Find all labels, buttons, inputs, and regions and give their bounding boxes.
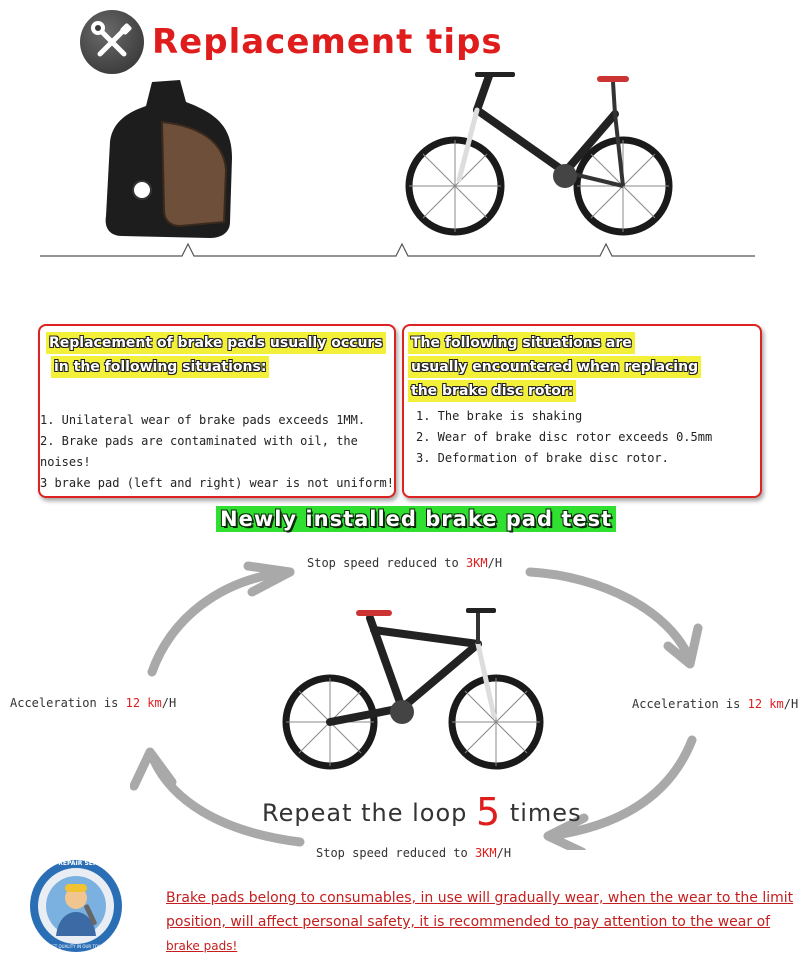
consumables-note: Brake pads belong to consumables, in use will gradually wear, when the wear to the limit position, will affect personal safety, it is recommended to pay attention to the wear of brake pads! [166, 890, 794, 953]
brake-pad-image [100, 72, 240, 242]
brake-pad-replacement-box [38, 324, 396, 498]
wrench-screwdriver-icon [80, 10, 144, 74]
box-heading: Replacement of brake pads usually occurs [46, 332, 386, 354]
box-heading: in the following situations: [51, 356, 269, 378]
best-repair-service-badge [28, 858, 124, 954]
loop-label-top: Stop speed reduced to 3KM/H [307, 556, 503, 570]
divider-line [40, 236, 755, 260]
box-heading: usually encountered when replacing [408, 356, 701, 378]
mountain-bike-image [282, 604, 552, 774]
loop-label-right: Acceleration is 12 km/H [632, 697, 799, 711]
test-section-title: Newly installed brake pad test [216, 506, 616, 532]
brake-disc-replacement-box [402, 324, 762, 498]
list-item: 1. Unilateral wear of brake pads exceeds 1MM. [40, 413, 366, 427]
list-item: 2. Wear of brake disc rotor exceeds 0.5mm [416, 430, 713, 444]
box-heading: The following situations are [408, 332, 635, 354]
badge-text-bottom: BEST QUALITY IN OUR TOWN [46, 944, 105, 949]
mountain-bike-image [405, 68, 680, 240]
list-item: 3. Deformation of brake disc rotor. [416, 451, 669, 465]
list-item: 1. The brake is shaking [416, 409, 583, 423]
list-item: 2. Brake pads are contaminated with oil, the noises! [40, 434, 358, 469]
loop-label-left: Acceleration is 12 km/H [10, 696, 177, 710]
list-item: 3 brake pad (left and right) wear is not uniform! [40, 476, 395, 490]
page-title: Replacement tips [152, 22, 503, 62]
repeat-loop-text: Repeat the loop 5 times [262, 790, 582, 834]
badge-text-top: BEST REPAIR SERVICE [39, 860, 113, 867]
box-heading: the brake disc rotor: [408, 380, 576, 402]
loop-label-bottom: Stop speed reduced to 3KM/H [316, 846, 512, 860]
